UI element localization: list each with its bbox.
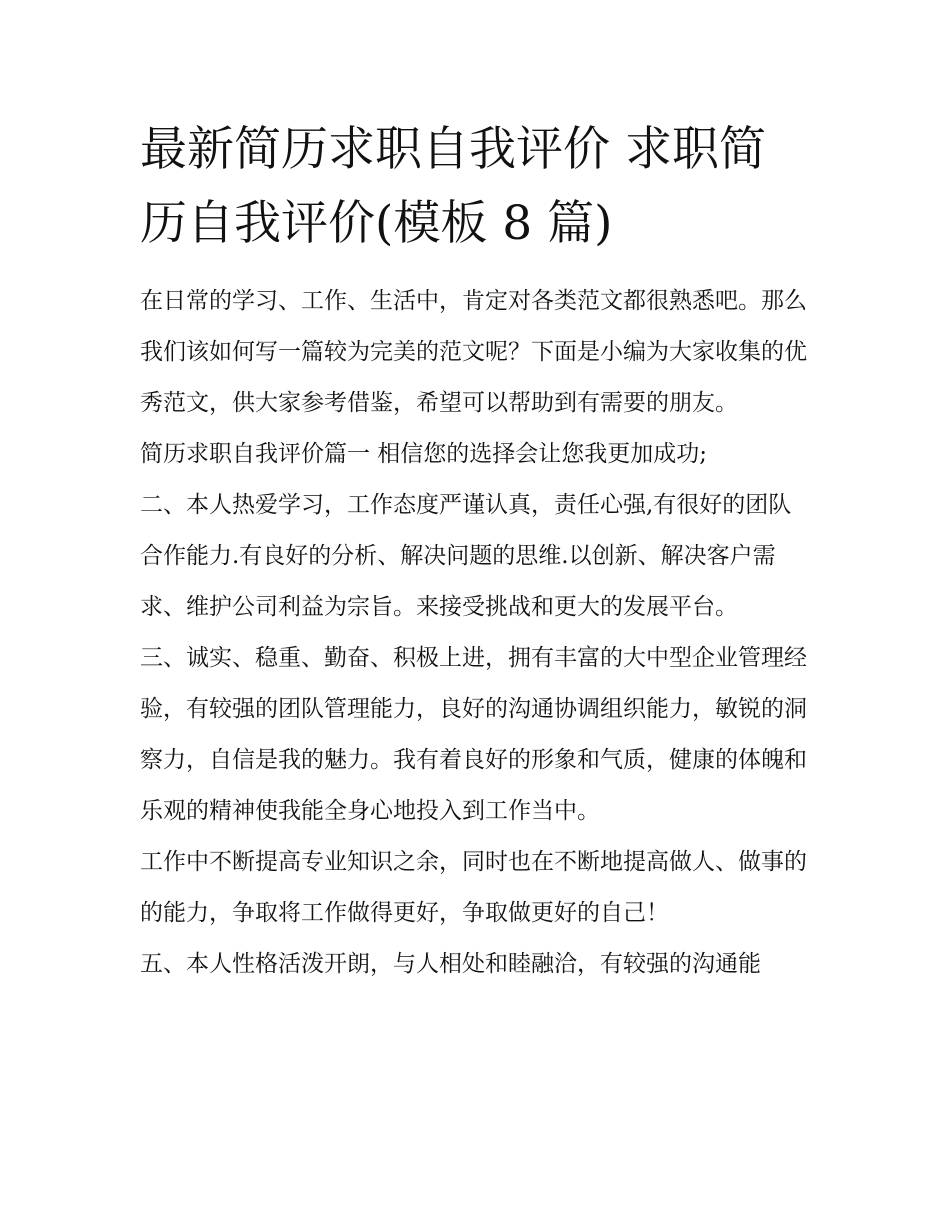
document-content [140,113,812,990]
paragraph-section-4: 工作中不断提高专业知识之余，同时也在不断地提高做人、做事的的能力，争取将工作做得更好，争取做更好的自己！ [140,849,807,926]
paragraph-section-3: 三、诚实、稳重、勤奋、积极上进，拥有丰富的大中型企业管理经验，有较强的团队管理能力，良好的沟通协调组织能力，敏锐的洞察力，自信是我的魅力。我有着良好的形象和气质，健康的体魄和乐观的精神使我能全身心地投入到工作当中。 [140,645,807,824]
paragraph-section-2: 二、本人热爱学习，工作态度严谨认真，责任心强,有很好的团队合作能力.有良好的分析、解决问题的思维.以创新、解决客户需求、维护公司利益为宗旨。来接受挑战和更大的发展平台。 [140,492,792,620]
paragraph-section-1: 简历求职自我评价篇一 相信您的选择会让您我更加成功; [140,441,708,467]
document-body [140,276,812,990]
paragraph-intro: 在日常的学习、工作、生活中，肯定对各类范文都很熟悉吧。那么我们该如何写一篇较为完美的范文呢？下面是小编为大家收集的优秀范文，供大家参考借鉴，希望可以帮助到有需要的朋友。 [140,288,807,416]
document-title: 最新简历求职自我评价 求职简历自我评价(模板 8 篇) [140,122,766,251]
paragraph-section-5: 五、本人性格活泼开朗，与人相处和睦融洽，有较强的沟通能 [140,951,761,977]
